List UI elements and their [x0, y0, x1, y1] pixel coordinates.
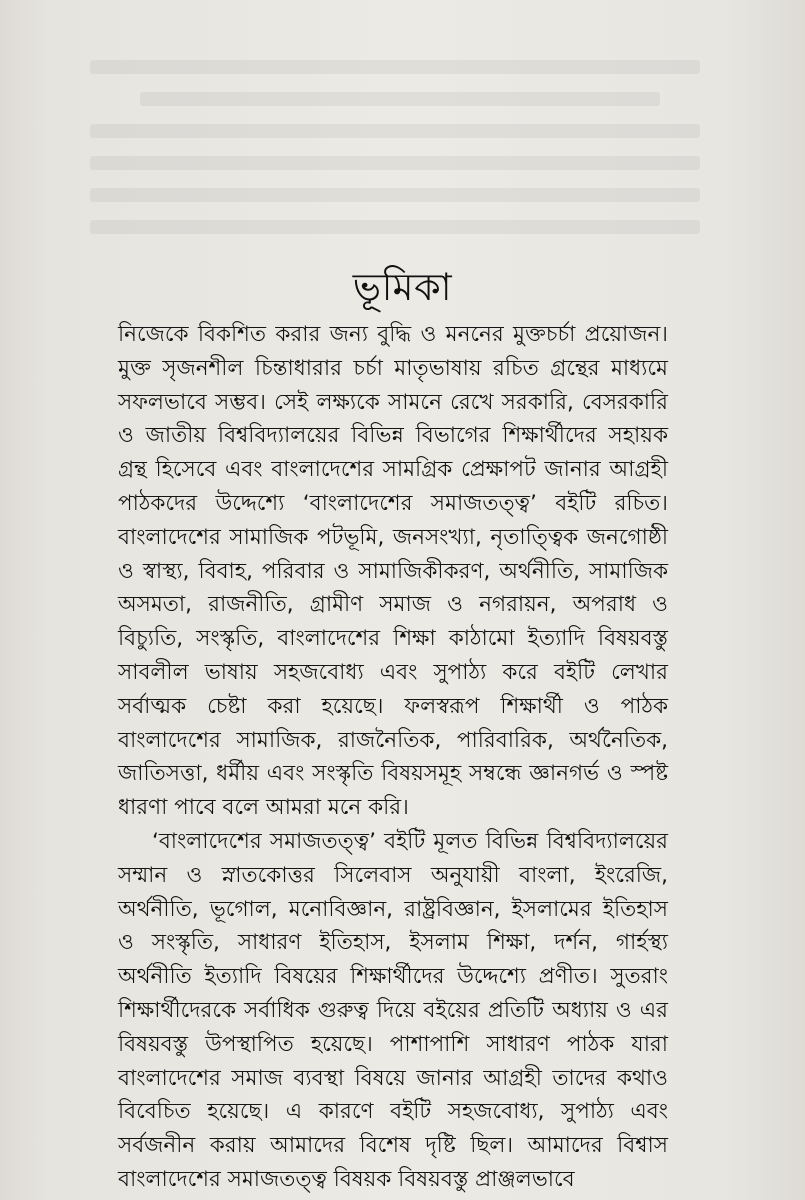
paragraph-1: নিজেকে বিকশিত করার জন্য বুদ্ধি ও মননের মুক্তচর্চা প্রয়োজন। মুক্ত সৃজনশীল চিন্তাধারার চর্চা মাতৃভাষায় রচিত গ্রন্থের মাধ্যমে সফলভাবে সম্ভব। সেই লক্ষ্যকে সামনে রেখে সরকারি, বেসরকারি ও জাতীয় বিশ্ববিদ্যালয়ের বিভিন্ন বিভাগের শিক্ষার্থীদের সহায়ক গ্রন্থ হিসেবে এবং বাংলাদেশের সামগ্রিক প্রেক্ষাপট জানার আগ্রহী পাঠকদের উদ্দেশ্যে ‘বাংলাদেশের সমাজতত্ত্ব’ বইটি রচিত। বাংলাদেশের সামাজিক পটভূমি, জনসংখ্যা, নৃতাত্ত্বিক জনগোষ্ঠী ও স্বাস্থ্য, বিবাহ, পরিবার ও সামাজিকীকরণ, অর্থনীতি, সামাজিক অসমতা, রাজনীতি, গ্রামীণ সমাজ ও নগরায়ন, অপরাধ ও বিচ্যুতি, সংস্কৃতি, বাংলাদেশের শিক্ষা কাঠামো ইত্যাদি বিষয়বস্তু সাবলীল ভাষায় সহজবোধ্য এবং সুপাঠ্য করে বইটি লেখার সর্বাত্মক চেষ্টা করা হয়েছে। ফলস্বরূপ শিক্ষার্থী ও পাঠক বাংলাদেশের সামাজিক, রাজনৈতিক, পারিবারিক, অর্থনৈতিক, জাতিসত্তা, ধর্মীয় এবং সংস্কৃতি বিষয়সমূহ সম্বন্ধে জ্ঞানগর্ভ ও স্পষ্ট ধারণা পাবে বলে আমরা মনে করি। [118, 322, 668, 821]
bleed-through-line [90, 156, 700, 170]
bleed-through-line [140, 92, 660, 106]
bleed-through-line [90, 124, 700, 138]
body-text [118, 318, 668, 1197]
bleed-through-line [90, 60, 700, 74]
paragraph-2: ‘বাংলাদেশের সমাজতত্ত্ব’ বইটি মূলত বিভিন্ন বিশ্ববিদ্যালয়ের সম্মান ও স্নাতকোত্তর সিলেবাস অনুযায়ী বাংলা, ইংরেজি, অর্থনীতি, ভূগোল, মনোবিজ্ঞান, রাষ্ট্রবিজ্ঞান, ইসলামের ইতিহাস ও সংস্কৃতি, সাধারণ ইতিহাস, ইসলাম শিক্ষা, দর্শন, গার্হস্থ্য অর্থনীতি ইত্যাদি বিষয়ের শিক্ষার্থীদের উদ্দেশ্যে প্রণীত। সুতরাং শিক্ষার্থীদেরকে সর্বাধিক গুরুত্ব দিয়ে বইয়ের প্রতিটি অধ্যায় ও এর বিষয়বস্তু উপস্থাপিত হয়েছে। পাশাপাশি সাধারণ পাঠক যারা বাংলাদেশের সমাজ ব্যবস্থা বিষয়ে জানার আগ্রহী তাদের কথাও বিবেচিত হয়েছে। এ কারণে বইটি সহজবোধ্য, সুপাঠ্য এবং সর্বজনীন করায় আমাদের বিশেষ দৃষ্টি ছিল। আমাদের বিশ্বাস বাংলাদেশের সমাজতত্ত্ব বিষয়ক বিষয়বস্তু প্রাঞ্জলভাবে [118, 828, 668, 1192]
bleed-through-line [90, 220, 700, 234]
bleed-through-line [90, 188, 700, 202]
page-title: ভূমিকা [352, 265, 453, 309]
